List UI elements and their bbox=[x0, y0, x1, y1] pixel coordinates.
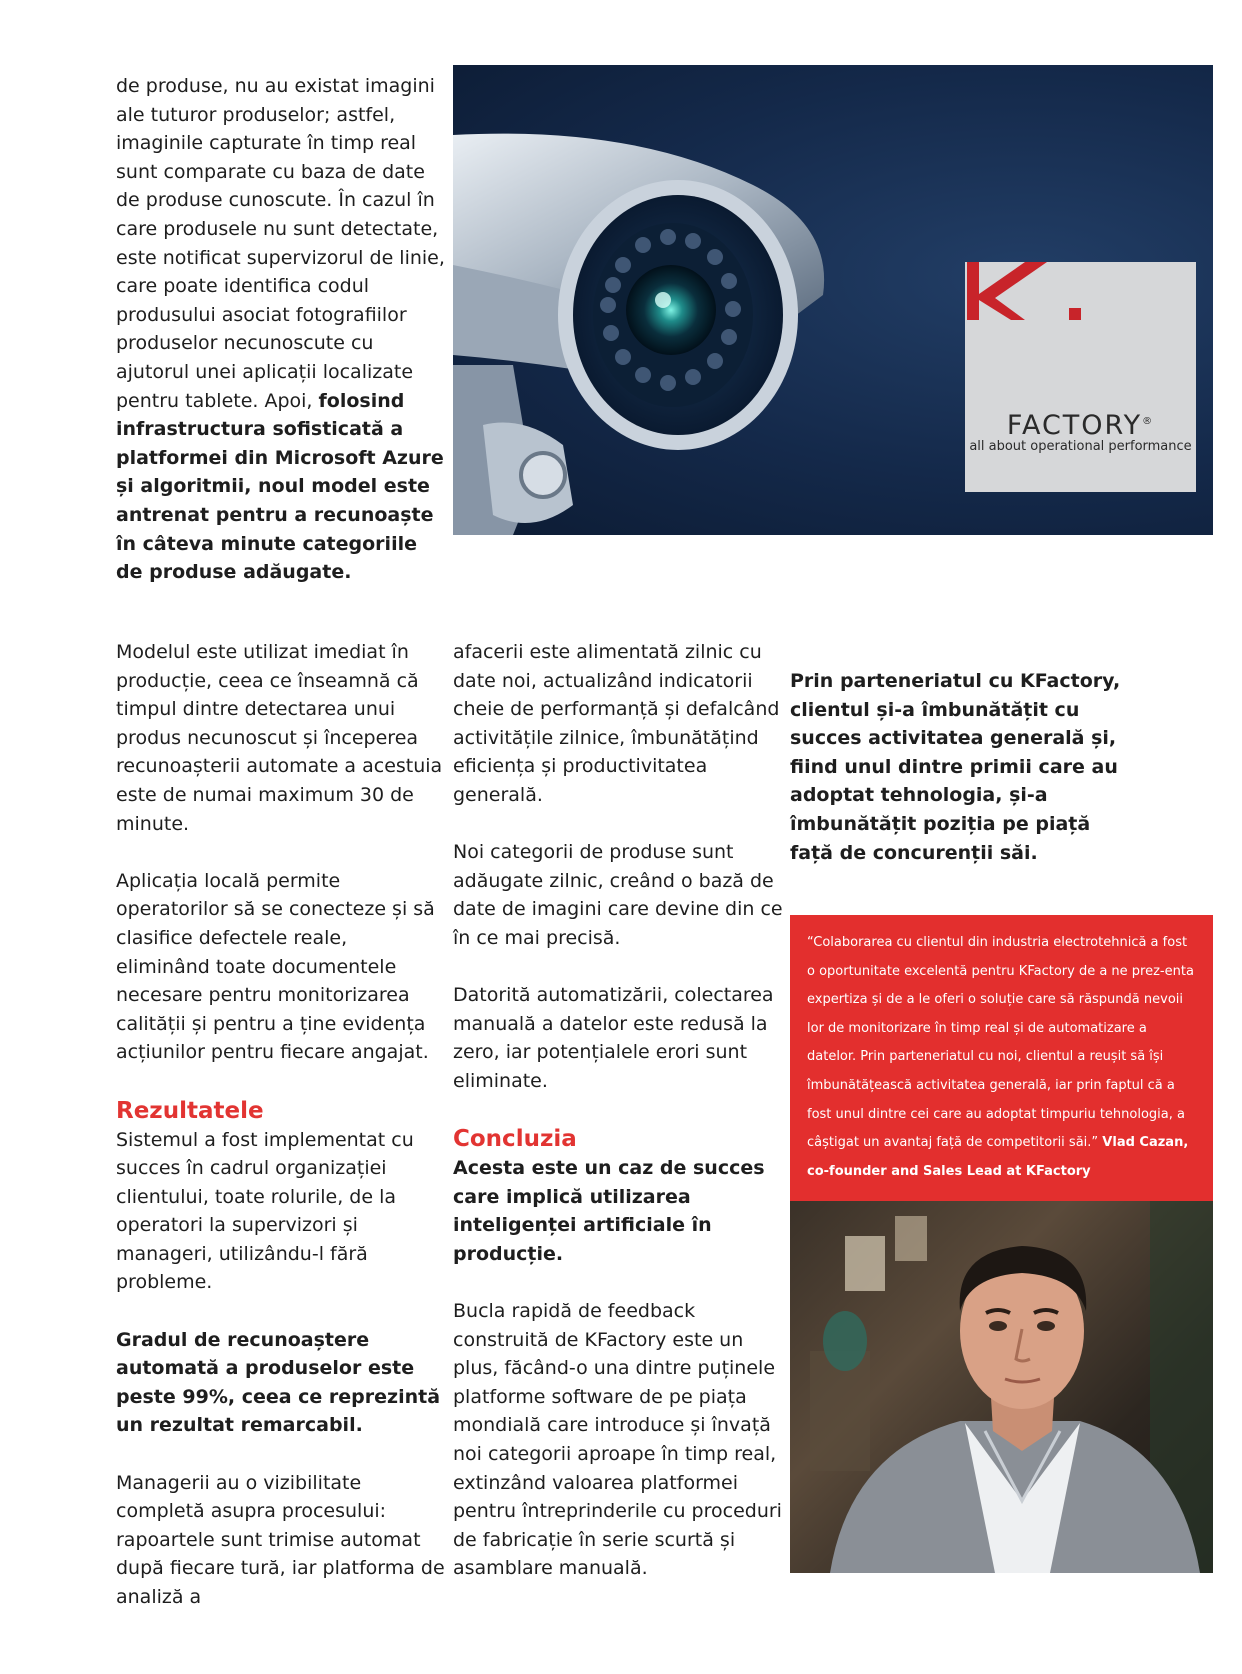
testimonial-quote bbox=[790, 915, 1213, 1201]
portrait-photo bbox=[790, 1201, 1213, 1573]
middle-column bbox=[453, 638, 783, 1583]
k-logo-icon bbox=[965, 262, 1085, 332]
quote-text: “Colaborarea cu clientul din industria electrotehnică a fost o oportunitate excelentă pentru KFactory de a ne prez-enta expertiza și de a le oferi o soluție care să răspundă nevoii lor de monitorizare în timp real și de automatizare a datelor. Prin parteneriatul cu noi, clientul a reușit să își îmbunătățească activitatea generală, iar prin faptul că a fost unul dintre cei care au adoptat timpuriu tehnologia, a câștigat un avantaj față de competitorii săi.” bbox=[807, 935, 1194, 1151]
paragraph: Datorită automatizării, colectarea manuală a datelor este redusă la zero, iar potențialele erori sunt eliminate. bbox=[453, 984, 774, 1092]
paragraph: afacerii este alimentată zilnic cu date noi, actualizând indicatorii cheie de performanță și defalcând activitățile zilnice, îmbunătățind eficiența și productivitatea generală. bbox=[453, 641, 780, 806]
logo-wordmark: FACTORY® bbox=[1006, 410, 1155, 441]
section-heading-conclusion: Concluzia bbox=[453, 1126, 577, 1153]
intro-text: de produse, nu au existat imagini ale tuturor produselor; astfel, imaginile capturate în timp real sunt comparate cu baza de date de produse cunoscute. În cazul în care produsele nu sunt detectate, este notificat supervizorul de linie, care poate identifica codul produsului asociat fotografiilor produselor necunoscute cu ajutorul unei aplicații localizate pentru tablete. Apoi, bbox=[116, 75, 445, 412]
paragraph: Noi categorii de produse sunt adăugate zilnic, creând o bază de date de imagini care devine din ce în ce mai precisă. bbox=[453, 841, 783, 949]
paragraph-bold: Prin parteneriatul cu KFactory, clientul și-a îmbunătățit cu succes activitatea generală și, fiind unul dintre primii care au adoptat tehnologia, și-a îmbunătățit poziția pe piață față de concurenții săi. bbox=[790, 670, 1121, 864]
kfactory-logo bbox=[965, 262, 1196, 492]
right-column bbox=[790, 667, 1130, 867]
portrait-illustration bbox=[790, 1201, 1213, 1573]
paragraph: Managerii au o vizibilitate completă asupra procesului: rapoartele sunt trimise automat după fiecare tură, iar platforma de analiză a bbox=[116, 1471, 445, 1608]
intro-bold-text: folosind infrastructura sofisticată a platformei din Microsoft Azure și algoritmii, noul model este antrenat pentru a recunoaște în câteva minute categoriile de produse adăugate. bbox=[116, 389, 444, 584]
paragraph: Aplicația locală permite operatorilor să se conecteze și să clasifice defectele reale, eliminând toate documentele necesare pentru monitorizarea calității și pentru a ține evidența acțiunilor pentru fiecare angajat. bbox=[116, 869, 435, 1064]
section-heading-results: Rezultatele bbox=[116, 1097, 264, 1124]
left-column bbox=[116, 638, 446, 1612]
paragraph-bold: Gradul de recunoaștere automată a produselor este peste 99%, ceea ce reprezintă un rezultat remarcabil. bbox=[116, 1328, 441, 1437]
quote-author: Vlad Cazan, co-founder and Sales Lead at KFactory bbox=[807, 1135, 1189, 1179]
security-camera-photo bbox=[453, 65, 1213, 535]
paragraph: Modelul este utilizat imediat în producție, ceea ce înseamnă că timpul dintre detectarea unui produs necunoscut și începerea recunoașterii automate a acestuia este de numai maximum 30 de minute. bbox=[116, 641, 443, 835]
paragraph: Bucla rapidă de feedback construită de KFactory este un plus, făcând-o una dintre puținele platforme software de pe piața mondială care introduce și învață noi categorii aproape în timp real, extinzând valoarea platformei pentru întreprinderile cu proceduri de fabricație în serie scurtă și asamblare manuală. bbox=[453, 1300, 782, 1580]
paragraph-bold: Acesta este un caz de succes care implică utilizarea inteligenței artificiale în producție. bbox=[453, 1157, 765, 1265]
intro-paragraph bbox=[116, 72, 446, 587]
logo-tagline: all about operational performance bbox=[969, 439, 1192, 454]
paragraph: Sistemul a fost implementat cu succes în cadrul organizației clientului, toate rolurile, de la operatori la supervizori și manageri, utilizându-l fără probleme. bbox=[116, 1128, 414, 1294]
